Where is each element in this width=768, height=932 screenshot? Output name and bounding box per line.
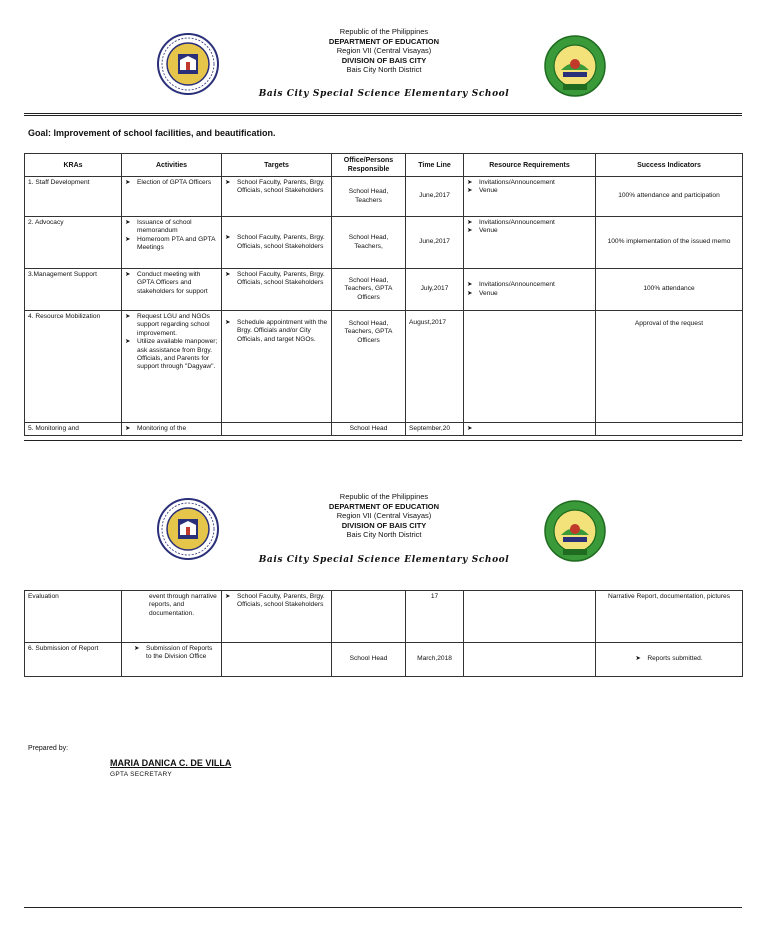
indicator-cell: 100% attendance: [596, 269, 743, 311]
activity-item: ➤ Homeroom PTA and GPTA Meetings: [125, 236, 218, 253]
kra-cell: 2. Advocacy: [25, 217, 122, 269]
resources-cell: [464, 423, 596, 436]
targets-cell: [222, 643, 332, 677]
indicator-cell: [596, 643, 743, 677]
kra-cell: 5. Monitoring and: [25, 423, 122, 436]
table-row: [25, 269, 743, 311]
header-kras: KRAs: [25, 154, 122, 177]
school-name: Bais City Special Science Elementary School: [258, 89, 510, 99]
page2-bottom-rule: [24, 907, 742, 908]
table-row: [25, 423, 743, 436]
region-text: Region VII (Central Visayas): [336, 46, 432, 56]
target-item: ➤ School Faculty, Parents, Brgy. Officials, school Stakeholders: [225, 271, 328, 288]
department-text: DEPARTMENT OF EDUCATION: [328, 501, 440, 511]
page2-letterhead: [0, 492, 768, 540]
timeline-cell: June,2017: [406, 177, 464, 217]
indicator-cell: [596, 311, 743, 423]
targets-cell: [222, 311, 332, 423]
kra-cell: 4. Resource Mobilization: [25, 311, 122, 423]
resources-cell: [464, 643, 596, 677]
office-cell: School Head: [332, 643, 406, 677]
kra-cell: 1. Staff Development: [25, 177, 122, 217]
preparer-name: MARIA DANICA C. DE VILLA: [110, 758, 232, 768]
table-row: [25, 177, 743, 217]
activities-cell: [122, 643, 222, 677]
prepared-by-label: Prepared by:: [28, 745, 69, 752]
action-plan-table-continued: [24, 590, 743, 677]
targets-cell: [222, 269, 332, 311]
timeline-cell: [406, 311, 464, 423]
activity-item: ➤ Election of GPTA Officers: [125, 179, 218, 187]
resources-cell: [464, 311, 596, 423]
activity-item: ➤ Issuance of school memorandum: [125, 219, 218, 236]
region-text: Region VII (Central Visayas): [336, 511, 432, 521]
preparer-title: GPTA SECRETARY: [110, 771, 172, 778]
target-item: ➤ School Faculty, Parents, Brgy. Officials, school Stakeholders: [225, 593, 328, 610]
targets-cell: [222, 177, 332, 217]
activity-item: ➤ Utilize available manpower; ask assistance from Brgy. Officials, and Parents for support through "Dagyaw".: [125, 338, 218, 372]
resource-item: ➤ Venue: [467, 187, 592, 195]
header-activities: Activities: [122, 154, 222, 177]
target-item: ➤ Schedule appointment with the Brgy. Officials and/or City Officials, and target NGOs.: [225, 319, 328, 344]
resources-cell: [464, 591, 596, 643]
targets-cell: [222, 591, 332, 643]
header-office: Office/Persons Responsible: [332, 154, 406, 177]
republic-text: Republic of the Philippines: [339, 492, 429, 501]
indicator-text: Approval of the request: [634, 320, 704, 327]
timeline-text: 17: [430, 593, 439, 600]
indicator-text: Narrative Report, documentation, pictures: [607, 593, 731, 600]
timeline-cell: September,20: [406, 423, 464, 436]
timeline-cell: July,2017: [406, 269, 464, 311]
targets-cell: [222, 423, 332, 436]
resource-item: ➤ Venue: [467, 227, 592, 235]
indicator-cell: [596, 423, 743, 436]
district-text: Bais City North District: [346, 65, 422, 75]
table-header-row: [25, 154, 743, 177]
office-cell: School Head, Teachers,: [332, 217, 406, 269]
resource-item: ➤ Invitations/Announcement: [467, 179, 592, 187]
resource-item: ➤ Venue: [467, 290, 592, 298]
timeline-cell: June,2017: [406, 217, 464, 269]
indicator-item: ➤ Reports submitted.: [635, 655, 702, 663]
office-text: School Head, Teachers, GPTA Officers: [344, 320, 393, 344]
goal-statement: Goal: Improvement of school facilities, and beautification.: [28, 128, 276, 138]
header-targets: Targets: [222, 154, 332, 177]
department-text: DEPARTMENT OF EDUCATION: [328, 36, 440, 46]
office-cell: School Head, Teachers, GPTA Officers: [332, 269, 406, 311]
resource-item: ➤ Invitations/Announcement: [467, 281, 592, 289]
office-cell: School Head: [332, 423, 406, 436]
table-row: [25, 217, 743, 269]
republic-text: Republic of the Philippines: [339, 27, 429, 36]
division-text: DIVISION OF BAIS CITY: [341, 55, 427, 65]
targets-cell: [222, 217, 332, 269]
header-divider: [24, 113, 742, 116]
resources-cell: [464, 217, 596, 269]
activity-continued-text: event through narrative reports, and documentation.: [149, 593, 217, 617]
header-resources: Resource Requirements: [464, 154, 596, 177]
page1-bottom-rule: [24, 440, 742, 441]
activity-item: ➤ Submission of Reports to the Division Office: [134, 645, 218, 662]
resources-cell: [464, 269, 596, 311]
timeline-cell: [406, 591, 464, 643]
table-row: [25, 643, 743, 677]
office-cell: [332, 591, 406, 643]
office-cell: [332, 311, 406, 423]
activity-item: ➤ Request LGU and NGOs support regarding school improvement.: [125, 313, 218, 338]
resources-cell: [464, 177, 596, 217]
activities-cell: [122, 311, 222, 423]
kra-cell: 3.Management Support: [25, 269, 122, 311]
activities-cell: [122, 591, 222, 643]
school-name: Bais City Special Science Elementary School: [258, 555, 510, 565]
kra-cell: 6. Submission of Report: [25, 643, 122, 677]
table-row: [25, 591, 743, 643]
timeline-cell: March,2018: [406, 643, 464, 677]
resource-item: ➤ Invitations/Announcement: [467, 219, 592, 227]
indicator-cell: 100% attendance and participation: [596, 177, 743, 217]
header-indicators: Success Indicators: [596, 154, 743, 177]
target-item: ➤ School Faculty, Parents, Brgy. Officials, school Stakeholders: [225, 234, 328, 251]
kra-cell: Evaluation: [25, 591, 122, 643]
indicator-cell: [596, 591, 743, 643]
activities-cell: [122, 217, 222, 269]
activity-item: ➤ Conduct meeting with GPTA Officers and stakeholders for support: [125, 271, 218, 296]
target-item: ➤ School Faculty, Parents, Brgy. Officials, school Stakeholders: [225, 179, 328, 196]
activities-cell: [122, 423, 222, 436]
activities-cell: [122, 177, 222, 217]
action-plan-table: [24, 153, 743, 436]
header-timeline: Time Line: [406, 154, 464, 177]
activities-cell: [122, 269, 222, 311]
activity-item: ➤ Monitoring of the: [125, 425, 218, 433]
page1-letterhead: [0, 27, 768, 75]
timeline-text: August,2017: [409, 319, 447, 326]
table-row: [25, 311, 743, 423]
office-cell: School Head, Teachers: [332, 177, 406, 217]
district-text: Bais City North District: [346, 530, 422, 540]
division-text: DIVISION OF BAIS CITY: [341, 520, 427, 530]
indicator-cell: 100% implementation of the issued memo: [596, 217, 743, 269]
